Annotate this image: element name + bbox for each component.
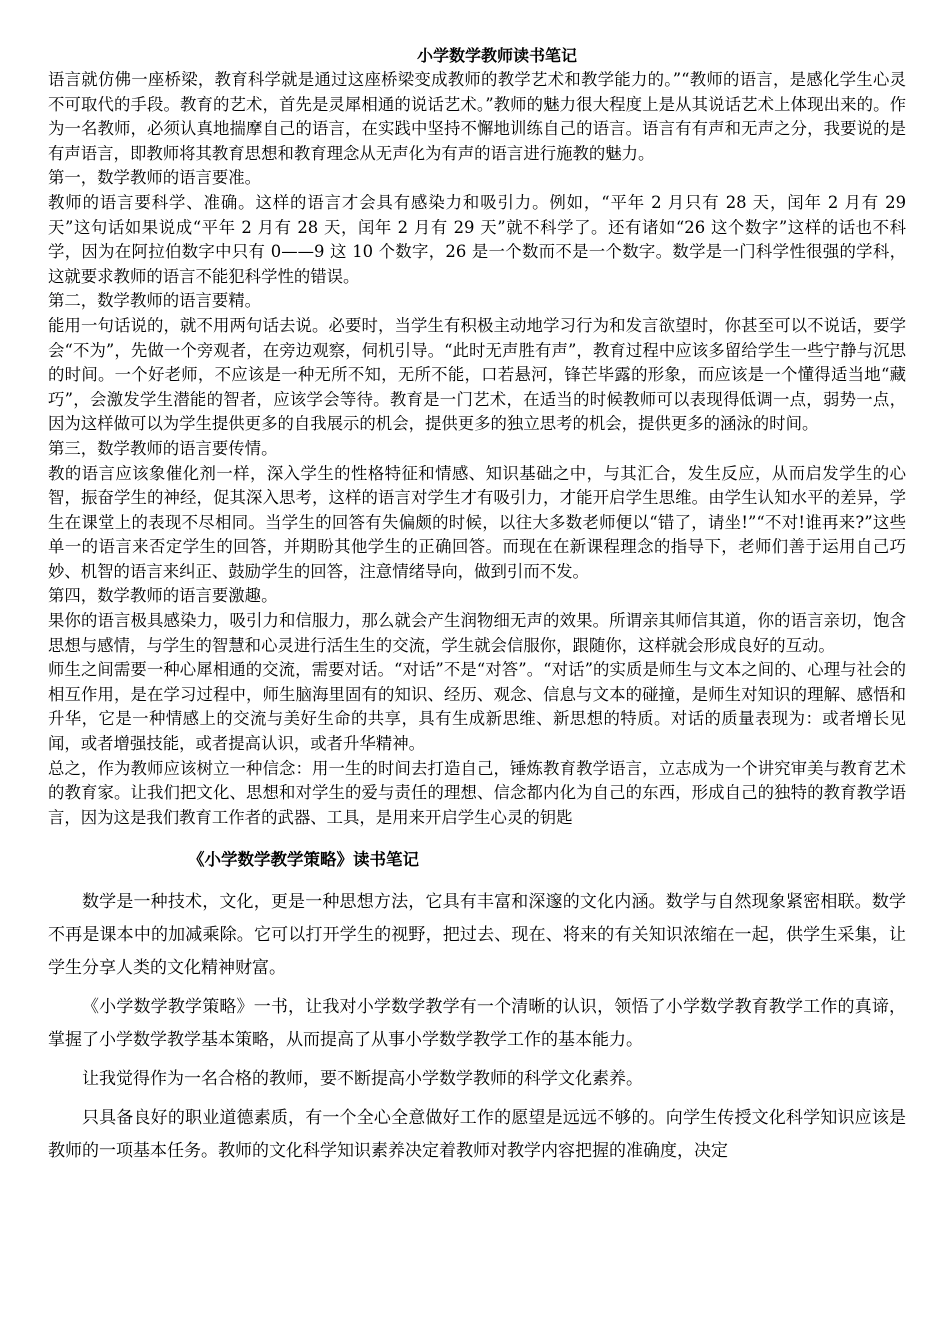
paragraph-teacher-literacy: 让我觉得作为一名合格的教师，要不断提高小学数学教师的科学文化素养。 bbox=[82, 1069, 643, 1090]
paragraph-math-culture: 数学是一种技术，文化，更是一种思想方法，它具有丰富和深邃的文化内涵。数学与自然现象紧密相联。数学不再是课本中的加减乘除。它可以打开学生的视野，把过去、现在、将来的有关知识浓缩在一起，供学生采集，让学生分享人类的文化精神财富。 bbox=[48, 892, 906, 979]
heading-point-3: 第三，数学教师的语言要传情。 bbox=[48, 438, 278, 458]
document-page bbox=[48, 44, 906, 1174]
paragraph-dialogue: 师生之间需要一种心犀相通的交流，需要对话。“对话”不是“对答”。“对话”的实质是师生与文本之间的、心理与社会的相互作用，是在学习过程中，师生脑海里固有的知识、经历、观念、信息与文本的碰撞，是师生对知识的理解、感悟和升华，它是一种情感上的交流与美好生命的共享，具有生成新思维、新思想的特质。对话的质量表现为：或者增长见闻，或者增强技能，或者提高认识，或者升华精神。 bbox=[48, 660, 906, 754]
heading-point-4: 第四，数学教师的语言要激趣。 bbox=[48, 586, 278, 606]
heading-point-1: 第一，数学教师的语言要准。 bbox=[48, 168, 262, 188]
heading-point-2: 第二，数学教师的语言要精。 bbox=[48, 291, 262, 311]
paragraph-intro: 语言就仿佛一座桥梁，教育科学就是通过这座桥梁变成教师的教学艺术和教学能力的。”“教师的语言，是感化学生心灵不可取代的手段。教育的艺术，首先是灵犀相通的说话艺术。”教师的魅力很大程度上是从其说话艺术上体现出来的。作为一名教师，必须认真地揣摩自己的语言，在实践中坚持不懈地训练自己的语言。语言有有声和无声之分，我要说的是有声语言，即教师将其教育思想和教育理念从无声化为有声的语言进行施教的魅力。 bbox=[48, 70, 906, 163]
paragraph-point-1: 教师的语言要科学、准确。这样的语言才会具有感染力和吸引力。例如，“平年 2 月只有 28 天，闰年 2 月有 29 天”这句话如果说成“平年 2 月有 28 天，闰年 2 月有 29 天”就不科学了。还有诸如“26 这个数字”这样的话也不科学，因为在阿拉伯数字中只有 0——9 这 10 个数字，26 是一个数而不是一个数字。数学是一门科学性很强的学科，这就要求教师的语言不能犯科学性的错误。 bbox=[48, 192, 906, 286]
paragraph-conclusion: 总之，作为教师应该树立一种信念：用一生的时间去打造自己，锤炼教育教学语言，立志成为一个讲究审美与教育艺术的教育家。让我们把文化、思想和对学生的爱与责任的理想、信念都内化为自己的东西，形成自己的独特的教育教学语言，因为这是我们教育工作者的武器、工具，是用来开启学生心灵的钥匙 bbox=[48, 758, 906, 827]
section-2-title: 《小学数学教学策略》读书笔记 bbox=[188, 850, 419, 870]
document-title: 小学数学教师读书笔记 bbox=[416, 46, 577, 65]
notes-section-2 bbox=[48, 886, 906, 1168]
notes-section-1 bbox=[48, 68, 906, 830]
paragraph-professional-ethics: 只具备良好的职业道德素质，有一个全心全意做好工作的愿望是远远不够的。向学生传授文化科学知识应该是教师的一项基本任务。教师的文化科学知识素养决定着教师对教学内容把握的准确度，决定 bbox=[48, 1108, 906, 1162]
paragraph-point-4: 果你的语言极具感染力，吸引力和信服力，那么就会产生润物细无声的效果。所谓亲其师信其道，你的语言亲切，饱含思想与感情，与学生的智慧和心灵进行活生生的交流，学生就会信服你，跟随你，这样就会形成良好的互动。 bbox=[48, 611, 906, 655]
paragraph-point-2: 能用一句话说的，就不用两句话去说。必要时，当学生有积极主动地学习行为和发言欲望时，你甚至可以不说话，要学会“不为”，先做一个旁观者，在旁边观察，伺机引导。“此时无声胜有声”，教育过程中应该多留给学生一些宁静与沉思的时间。一个好老师，不应该是一种无所不知，无所不能，口若悬河，锋芒毕露的形象，而应该是一个懂得适当地“藏巧”，会激发学生潜能的智者，应该学会等待。教育是一门艺术，在适当的时候教师可以表现得低调一点，弱势一点，因为这样做可以为学生提供更多的自我展示的机会，提供更多的独立思考的机会，提供更多的涵泳的时间。 bbox=[48, 315, 906, 434]
paragraph-book-review: 《小学数学教学策略》一书，让我对小学数学教学有一个清晰的认识，领悟了小学数学教育教学工作的真谛，掌握了小学数学教学基本策略，从而提高了从事小学数学教学工作的基本能力。 bbox=[48, 997, 906, 1051]
paragraph-point-3: 教的语言应该象催化剂一样，深入学生的性格特征和情感、知识基础之中，与其汇合，发生反应，从而启发学生的心智，振奋学生的神经，促其深入思考，这样的语言对学生才有吸引力，才能开启学生思维。由学生认知水平的差异，学生在课堂上的表现不尽相同。当学生的回答有失偏颇的时候，以往大多数老师便以“错了，请坐!”“不对!谁再来?”这些单一的语言来否定学生的回答，并期盼其他学生的正确回答。而现在在新课程理念的指导下，老师们善于运用自己巧妙、机智的语言来纠正、鼓励学生的回答，注意情绪导向，做到引而不发。 bbox=[48, 463, 906, 581]
